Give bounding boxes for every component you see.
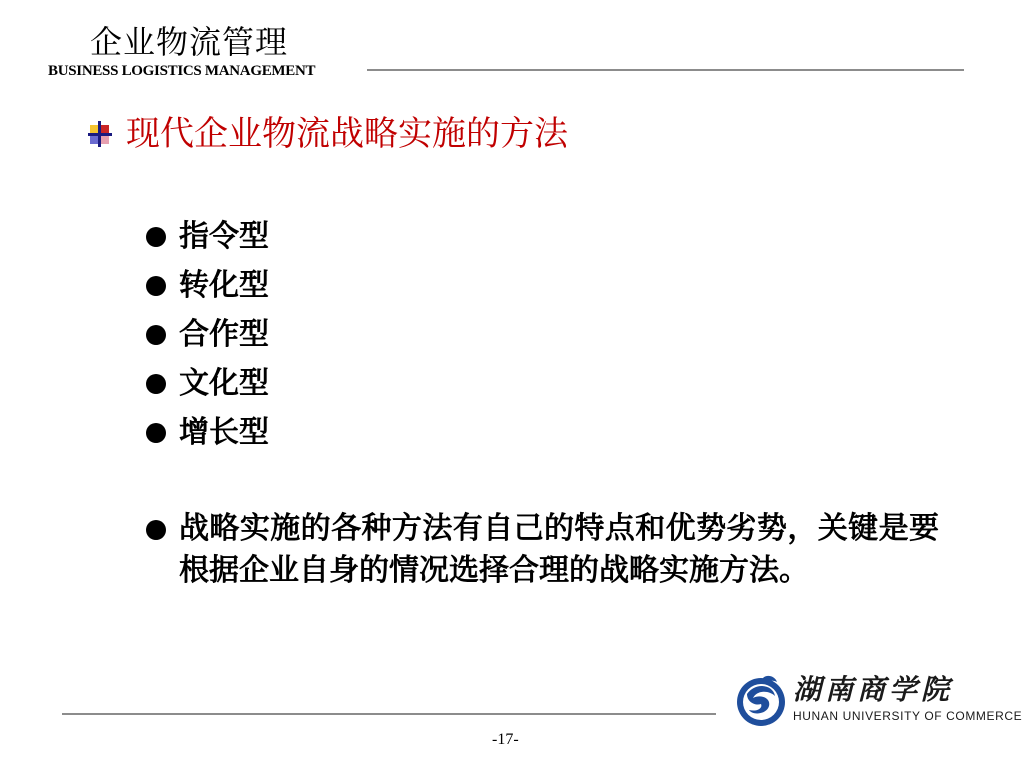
list-item [146, 408, 269, 457]
list-item-label: 指令型 [179, 218, 269, 254]
filled-circle-bullet-icon [146, 374, 166, 394]
university-logo [733, 672, 1023, 732]
footer-divider [62, 713, 716, 715]
university-name-en: HUNAN UNIVERSITY OF COMMERCE [793, 709, 1023, 723]
summary-item [146, 508, 946, 592]
slide-heading: 现代企业物流战略实施的方法 [126, 114, 568, 154]
colored-square-bullet-icon [88, 121, 114, 147]
header-divider [367, 69, 964, 71]
list-item [146, 261, 269, 310]
list-item [146, 212, 269, 261]
list-item-label: 转化型 [179, 267, 269, 303]
course-subtitle: BUSINESS LOGISTICS MANAGEMENT [48, 63, 316, 79]
filled-circle-bullet-icon [146, 520, 166, 540]
list-item [146, 359, 269, 408]
course-title: 企业物流管理 [90, 23, 289, 61]
filled-circle-bullet-icon [146, 227, 166, 247]
filled-circle-bullet-icon [146, 276, 166, 296]
filled-circle-bullet-icon [146, 423, 166, 443]
university-name-cn: 湖南商学院 [793, 673, 954, 706]
list-item-label: 文化型 [179, 365, 269, 401]
list-item [146, 310, 269, 359]
summary-text: 战略实施的各种方法有自己的特点和优势劣势，关键是要根据企业自身的情况选择合理的战略实施方法。 [179, 511, 939, 588]
list-item-label: 增长型 [179, 414, 269, 450]
list-item-label: 合作型 [179, 316, 269, 352]
university-emblem-icon [733, 672, 789, 728]
filled-circle-bullet-icon [146, 325, 166, 345]
slide-heading-row [88, 110, 568, 158]
page-number: -17- [492, 731, 519, 748]
method-list [146, 212, 269, 457]
